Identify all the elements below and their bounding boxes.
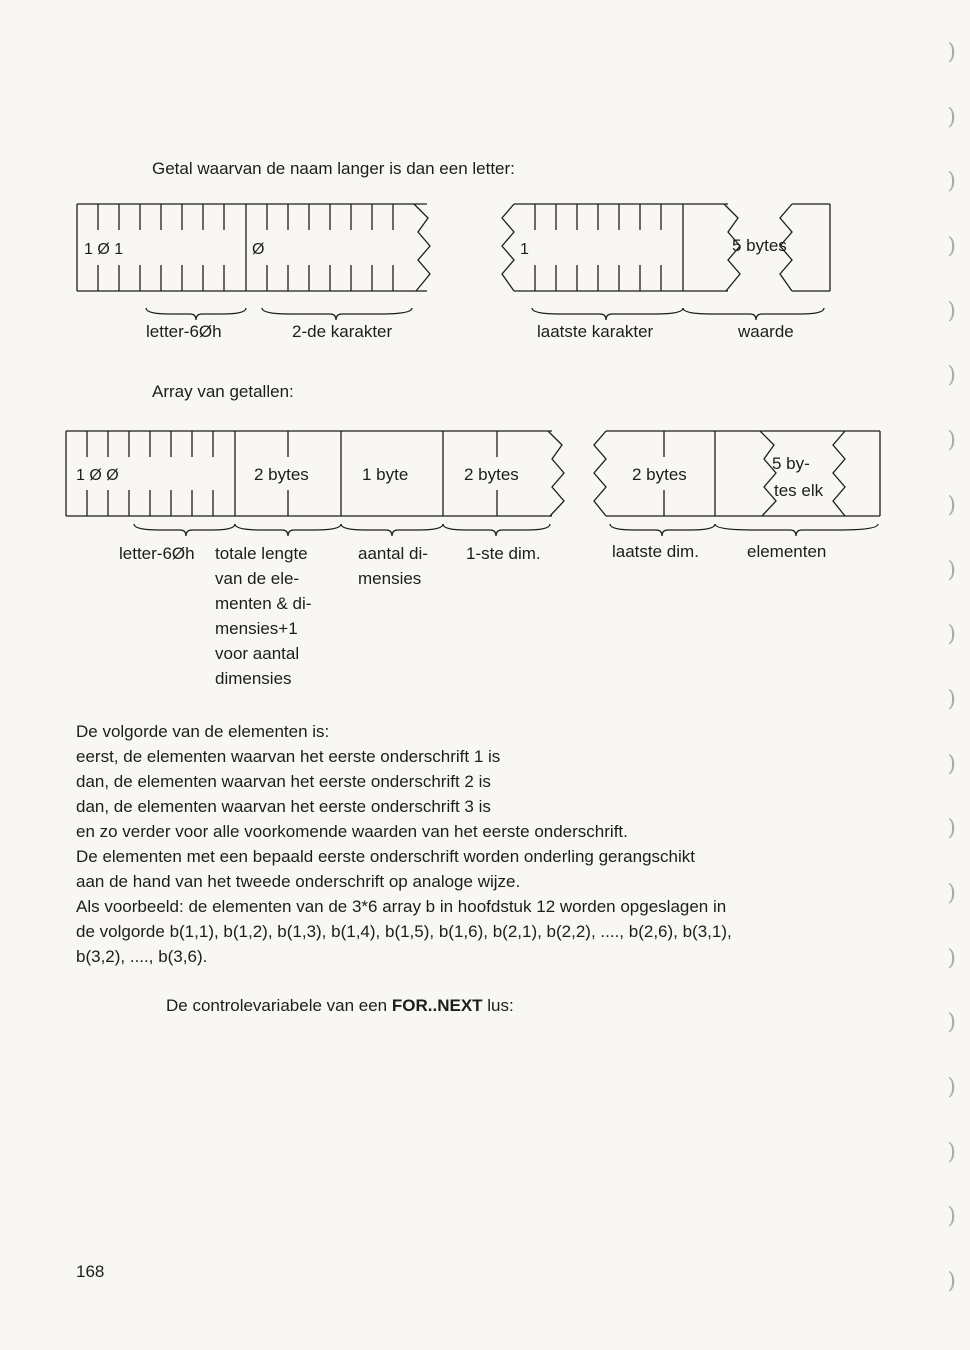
binding-mark: ) (947, 1269, 956, 1295)
array-label-totale-6: dimensies (215, 669, 292, 688)
binding-mark: ) (947, 945, 956, 971)
binding-mark: ) (947, 428, 956, 454)
label-waarde: waarde (738, 322, 794, 341)
binding-mark: ) (947, 492, 956, 518)
page-number: 168 (76, 1262, 105, 1281)
array-label-eerste-dim: 1-ste dim. (466, 544, 541, 563)
array-cell-elements-line1: 5 by- (772, 454, 810, 473)
paragraph-line: De elementen met een bepaald eerste onderschrift worden onderling gerangschikt (76, 847, 695, 866)
binding-mark: ) (947, 557, 956, 583)
paragraph-line: de volgorde b(1,1), b(1,2), b(1,3), b(1,4), b(1,5), b(1,6), b(2,1), b(2,2), ...., b(2,6), b(3,1), (76, 922, 732, 941)
array-label-totale-3: menten & di- (215, 594, 312, 613)
for-next-prefix: De controlevariabele van een (166, 996, 392, 1015)
variable-name-diagram (77, 204, 830, 341)
label-letter-6oh: letter-6Øh (146, 322, 222, 341)
array-label-letter: letter-6Øh (119, 544, 195, 563)
paragraph-line: dan, de elementen waarvan het eerste onderschrift 3 is (76, 797, 491, 816)
array-label-aantal-1: aantal di- (358, 544, 428, 563)
array-label-totale-4: mensies+1 (215, 619, 298, 638)
array-label-laatste-dim: laatste dim. (612, 542, 699, 561)
binding-mark: ) (947, 1010, 956, 1036)
binding-mark: ) (947, 169, 956, 195)
heading-array: Array van getallen: (152, 382, 294, 401)
paragraph-line: De volgorde van de elementen is: (76, 722, 330, 741)
binding-mark: ) (947, 40, 956, 65)
binding-mark: ) (947, 686, 956, 712)
paragraph-line: b(3,2), ...., b(3,6). (76, 947, 208, 966)
array-cell-total-length: 2 bytes (254, 465, 309, 484)
paragraph-line: eerst, de elementen waarvan het eerste onderschrift 1 is (76, 747, 501, 766)
array-cell-last-dim: 2 bytes (632, 465, 687, 484)
paragraph-line: en zo verder voor alle voorkomende waarden van het eerste onderschrift. (76, 822, 628, 841)
array-cell-elements-line2: tes elk (774, 481, 824, 500)
binding-marks (947, 40, 956, 1334)
binding-mark: ) (947, 622, 956, 648)
array-label-totale-5: voor aantal (215, 644, 300, 663)
array-label-totale-2: van de ele- (215, 569, 300, 588)
for-next-keyword: FOR..NEXT (391, 996, 483, 1015)
label-2de-karakter: 2-de karakter (292, 322, 393, 341)
cell-last-char: 1 (520, 241, 529, 258)
binding-mark: ) (947, 751, 956, 777)
paragraph-line: aan de hand van het tweede onderschrift op analoge wijze. (76, 872, 521, 891)
binding-mark: ) (947, 880, 956, 906)
label-laatste-karakter: laatste karakter (537, 322, 654, 341)
binding-mark: ) (947, 1204, 956, 1230)
array-cell-first-dim: 2 bytes (464, 465, 519, 484)
array-label-elementen: elementen (747, 542, 827, 561)
cell-value-bytes: 5 bytes (732, 236, 787, 255)
binding-mark: ) (947, 363, 956, 389)
binding-mark: ) (947, 1075, 956, 1100)
binding-mark: ) (947, 104, 956, 130)
binding-mark: ) (947, 298, 956, 324)
array-label-aantal-2: mensies (358, 569, 422, 588)
for-next-suffix: lus: (482, 996, 514, 1015)
heading-getal: Getal waarvan de naam langer is dan een letter: (152, 159, 515, 178)
binding-mark: ) (947, 1139, 956, 1165)
element-order-paragraph (76, 719, 876, 969)
array-cell-letter: 1 Ø Ø (76, 467, 119, 484)
cell-second-char: Ø (252, 241, 265, 258)
paragraph-line: dan, de elementen waarvan het eerste onderschrift 2 is (76, 772, 491, 791)
binding-mark: ) (947, 816, 956, 842)
array-label-totale-1: totale lengte (215, 544, 308, 563)
array-diagram (66, 431, 880, 688)
binding-mark: ) (947, 234, 956, 260)
for-next-heading (166, 993, 514, 1018)
paragraph-line: Als voorbeeld: de elementen van de 3*6 array b in hoofdstuk 12 worden opgeslagen in (76, 897, 727, 916)
array-cell-dim-count: 1 byte (362, 465, 409, 484)
cell-first-letter: 1 Ø 1 (84, 241, 124, 258)
